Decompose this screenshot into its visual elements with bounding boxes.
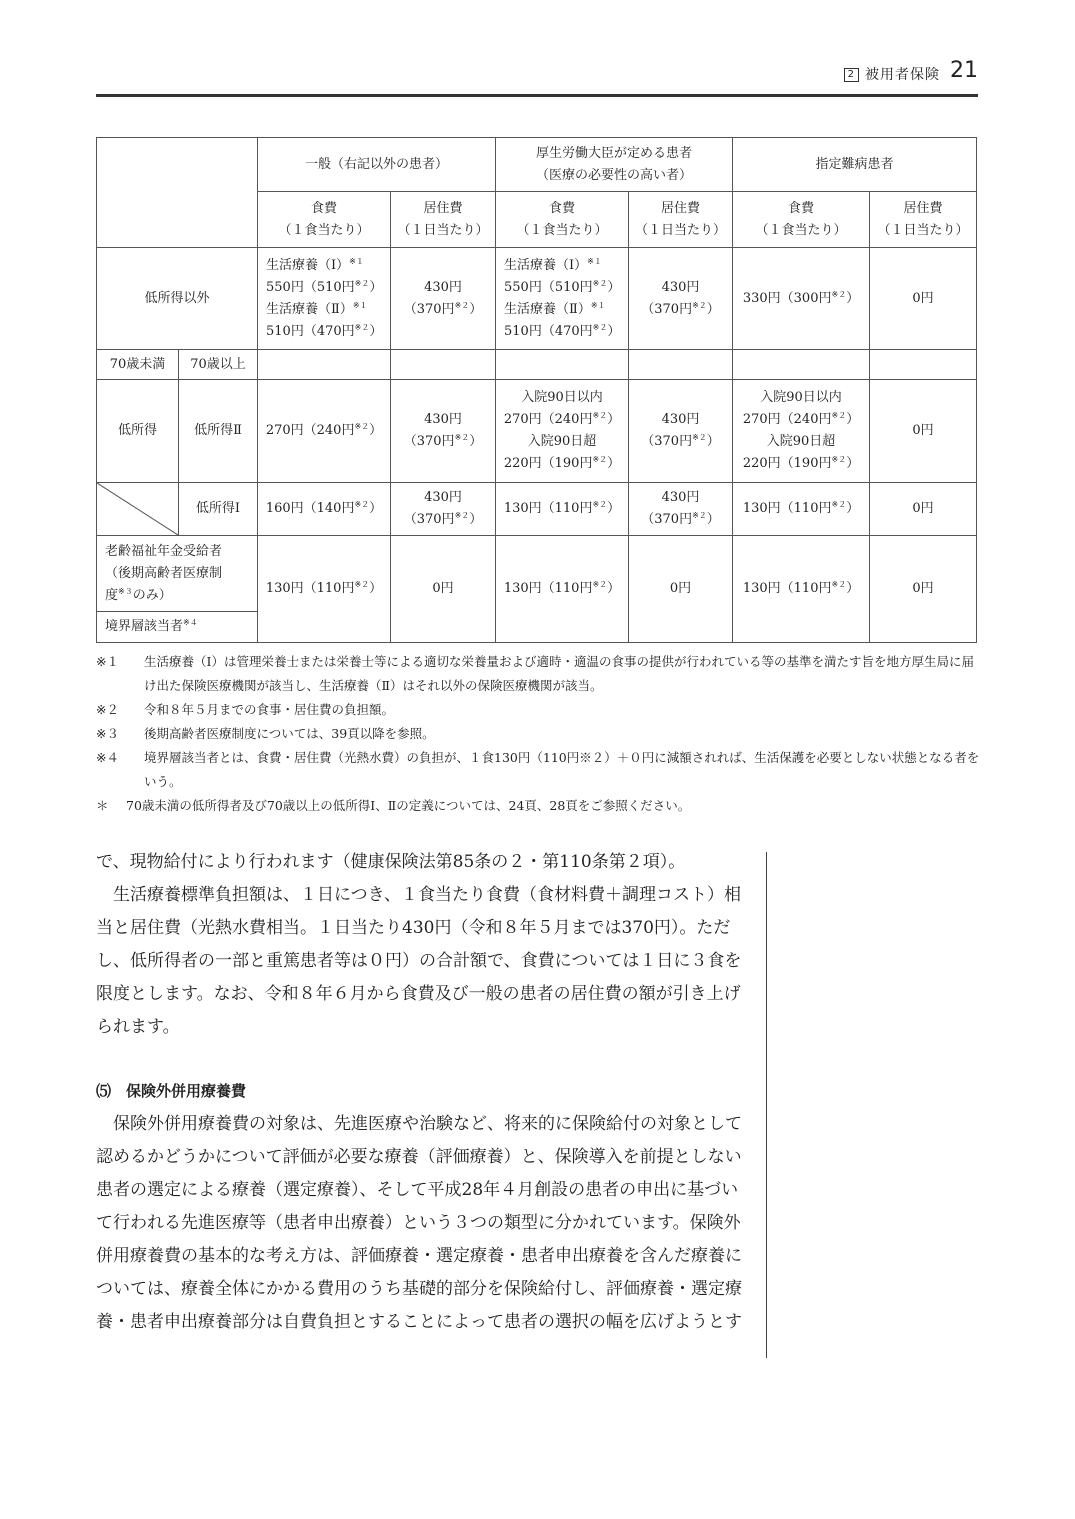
text: 生活療養（Ⅰ） <box>504 257 588 273</box>
text: 510円（470円 <box>266 323 355 339</box>
footnote-asterisk <box>96 794 981 818</box>
text: （370円 <box>403 301 455 317</box>
row-age-header <box>97 350 977 380</box>
text: 130円（110円 <box>503 501 593 516</box>
footnote-mark: ※２ <box>354 278 370 288</box>
footnote-mark: ※２ <box>454 511 470 520</box>
paragraph: で、現物給付により行われます（健康保険法第85条の２・第110条第２項）。 <box>96 852 686 872</box>
row-low-income-2 <box>97 380 977 483</box>
empty-cell <box>258 350 391 380</box>
text: 度 <box>105 587 119 603</box>
row-label: 低所得以外 <box>97 248 258 350</box>
text: 老齢福祉年金受給者 <box>105 543 223 559</box>
living-label: 居住費 <box>423 200 463 216</box>
food-label: 食費 <box>788 200 815 216</box>
cell-general-food <box>258 536 391 643</box>
footnote-mark: ※２ <box>831 289 847 299</box>
footnote-mark: ※２ <box>692 300 707 310</box>
text: （370円 <box>641 434 693 449</box>
footnote-mark: ※１ <box>96 654 119 669</box>
living-label: 居住費 <box>903 200 943 216</box>
footnote-mark: ※１ <box>352 300 368 310</box>
text: ） <box>846 501 860 516</box>
text: 入院90日以内 <box>760 390 842 405</box>
footnote-mark: ※２ <box>454 433 470 442</box>
text: ） <box>706 301 720 317</box>
cell-general-food <box>258 380 391 483</box>
footnote-mark: ※２ <box>354 580 370 589</box>
text: ） <box>846 456 860 471</box>
footnote-mark: ※２ <box>831 455 847 464</box>
text: ） <box>706 512 720 527</box>
row-low-income-1 <box>97 483 977 536</box>
text: ） <box>846 290 860 306</box>
header-general: 一般（右記以外の患者） <box>258 138 496 192</box>
footnote-2 <box>96 698 981 722</box>
text: 130円（110円 <box>742 501 832 516</box>
cell-intractable-living: 0円 <box>870 483 977 536</box>
text: 430円 <box>424 412 462 427</box>
text: 生活療養（Ⅰ） <box>266 257 350 273</box>
cell-general-food <box>258 483 391 536</box>
text: 550円（510円 <box>504 279 593 295</box>
footnote-mark: ※４ <box>183 618 198 627</box>
paragraph: 保険外併用療養費の対象は、先進医療や治験など、将来的に保険給付の対象として認めるかどうかについて評価が必要な療養（評価療養）と、保険導入を前提としない患者の選定による療養（選定療養）、そして平成28年４月創設の患者の申出に基づいて行われる先進医療等（患者申出療養）という３つの類型に分かれています。保険外併用療養費の基本的な考え方は、評価療養・選定療養・患者申出療養を含んだ療養については、療養全体にかかる費用のうち基礎的部分を保険給付し、評価療養・選定療養・患者申出療養部分は自費負担とすることによって患者の選択の幅を広げようとす <box>96 1114 742 1332</box>
empty-cell <box>629 350 733 380</box>
cell-intractable-food <box>733 248 870 350</box>
footnote-mark: ※２ <box>831 500 847 509</box>
text: 130円（110円 <box>265 581 355 596</box>
header-mhlw-l2: （医療の必要性の高い者） <box>536 167 693 183</box>
text: ） <box>369 323 383 339</box>
page-number: 21 <box>950 58 978 83</box>
section-heading: ⑸ 保険外併用療養費 <box>96 1082 247 1100</box>
text: 430円 <box>424 490 462 505</box>
text: ） <box>706 434 720 449</box>
cell-intractable-food <box>733 483 870 536</box>
text: ） <box>369 581 383 596</box>
living-unit: （１日当たり） <box>635 222 727 238</box>
text: ） <box>607 456 621 471</box>
label-border-layer <box>97 612 258 643</box>
cell-general-living <box>391 380 496 483</box>
text: 220円（190円 <box>742 456 832 471</box>
footnote-mark: ※４ <box>96 750 119 765</box>
cell-intractable-food <box>733 536 870 643</box>
footnote-mark: ※２ <box>592 278 608 288</box>
cell-intractable-living: 0円 <box>870 536 977 643</box>
footnote-mark: ※２ <box>692 511 707 520</box>
cell-mhlw-food <box>496 536 629 643</box>
footnote-text: 境界層該当者とは、食費・居住費（光熱水費）の負担が、１食130円（110円※２）＋０円に減額されれば、生活保護を必要としない状態となる者をいう。 <box>144 750 980 789</box>
text: 境界層該当者 <box>105 619 184 634</box>
footnote-mark: ※１ <box>349 256 364 266</box>
text: ） <box>369 279 383 295</box>
body-text <box>96 846 746 1339</box>
cell-mhlw-living <box>629 380 733 483</box>
footnote-mark: ※２ <box>354 322 370 332</box>
footnote-text: 後期高齢者医療制度については、39頁以降を参照。 <box>144 726 435 741</box>
text: ） <box>369 423 383 438</box>
header-living <box>629 192 733 248</box>
empty-cell <box>496 350 629 380</box>
cell-mhlw-food <box>496 380 629 483</box>
empty-cell <box>733 350 870 380</box>
cell-general-living <box>391 248 496 350</box>
food-label: 食費 <box>549 200 576 216</box>
text: 330円（300円 <box>742 290 832 306</box>
food-unit: （１食当たり） <box>278 222 370 238</box>
text: 入院90日超 <box>527 434 597 449</box>
header-mhlw <box>496 138 733 192</box>
footnote-4 <box>96 746 981 794</box>
food-unit: （１食当たり） <box>516 222 608 238</box>
section-title-text: 被用者保険 <box>865 67 940 83</box>
cell-mhlw-living: 0円 <box>629 536 733 643</box>
footnote-mark: ※２ <box>454 300 470 310</box>
text: 入院90日超 <box>766 434 836 449</box>
footnote-mark: ※２ <box>96 702 119 717</box>
footnote-mark: ※２ <box>592 580 608 589</box>
cell-general-food <box>258 248 391 350</box>
footnote-text: 令和８年５月までの食事・居住費の負担額。 <box>144 702 395 717</box>
text: 160円（140円 <box>265 501 355 516</box>
cell-general-living <box>391 483 496 536</box>
footnote-text: 70歳未満の低所得者及び70歳以上の低所得Ⅰ、Ⅱの定義については、24頁、28頁をご参照ください。 <box>126 798 691 813</box>
cell-intractable-living: 0円 <box>870 380 977 483</box>
text: ） <box>846 412 860 427</box>
text: 270円（240円 <box>265 423 355 438</box>
text: 510円（470円 <box>504 323 593 339</box>
text: 270円（240円 <box>503 412 593 427</box>
footnote-1 <box>96 650 981 698</box>
text: ） <box>607 501 621 516</box>
footnote-mark: ※２ <box>592 500 608 509</box>
cell-mhlw-living <box>629 248 733 350</box>
age-under-70: 70歳未満 <box>97 350 179 380</box>
paragraph: 生活療養標準負担額は、１日につき、１食当たり食費（食材料費＋調理コスト）相当と居住費（光熱水費相当。１日当たり430円（令和８年５月までは370円）。ただし、低所得者の一部と重篤患者等は０円）の合計額で、食費については１日に３食を限度とします。なお、令和８年６月から食費及び一般の患者の居住費の額が引き上げられます。 <box>96 885 742 1037</box>
column-rule <box>766 852 767 1358</box>
text: （370円 <box>403 512 455 527</box>
footnote-mark: ＊ <box>96 798 109 813</box>
footnote-mark: ※３ <box>118 586 133 596</box>
footnote-mark: ※２ <box>354 422 370 431</box>
footnote-mark: ※２ <box>592 411 608 420</box>
text: （370円 <box>403 434 455 449</box>
text: 130円（110円 <box>742 581 832 596</box>
cell-general-living: 0円 <box>391 536 496 643</box>
section-number: 2 <box>844 68 859 82</box>
header-food <box>733 192 870 248</box>
cost-table <box>96 137 977 643</box>
label-low-income-1: 低所得Ⅰ <box>179 483 258 536</box>
label-welfare-pension <box>97 536 258 612</box>
header-intractable: 指定難病患者 <box>733 138 977 192</box>
footnote-mark: ※２ <box>831 411 847 420</box>
text: ） <box>607 412 621 427</box>
footnote-mark: ※１ <box>590 300 606 310</box>
cell-mhlw-living <box>629 483 733 536</box>
text: 入院90日以内 <box>521 390 603 405</box>
text: ） <box>607 581 621 596</box>
footnote-mark: ※２ <box>831 580 847 589</box>
header-food <box>258 192 391 248</box>
living-unit: （１日当たり） <box>397 222 489 238</box>
text: （後期高齢者医療制 <box>105 565 223 581</box>
header-mhlw-l1: 厚生労働大臣が定める患者 <box>536 145 693 161</box>
corner-cell <box>97 138 258 248</box>
footnote-mark: ※２ <box>592 455 608 464</box>
table-header-row-1 <box>97 138 977 192</box>
footnote-mark: ※２ <box>354 500 370 509</box>
header-food <box>496 192 629 248</box>
text: ） <box>469 512 483 527</box>
text: 430円 <box>424 279 462 295</box>
label-low-income-2: 低所得Ⅱ <box>179 380 258 483</box>
text: 生活療養（Ⅱ） <box>504 301 591 317</box>
text: のみ） <box>132 587 172 603</box>
empty-cell <box>391 350 496 380</box>
footnote-mark: ※３ <box>96 726 119 741</box>
living-unit: （１日当たり） <box>877 222 969 238</box>
text: ） <box>607 279 621 295</box>
row-welfare-pension <box>97 536 977 612</box>
diagonal-line <box>97 483 178 535</box>
text: ） <box>469 301 483 317</box>
footnote-3 <box>96 722 981 746</box>
page-header <box>96 58 978 97</box>
text: 430円 <box>661 279 700 295</box>
text: 430円 <box>661 412 700 427</box>
section-title <box>844 64 940 84</box>
footnote-text: 生活療養（Ⅰ）は管理栄養士または栄養士等による適切な栄養量および適時・適温の食事の提供が行われている等の基準を満たす旨を地方厚生局に届け出た保険医療機関が該当し、生活療養（Ⅱ）はそれ以外の保険医療機関が該当。 <box>144 654 974 693</box>
food-label: 食費 <box>310 200 337 216</box>
cell-intractable-food <box>733 380 870 483</box>
header-living <box>391 192 496 248</box>
cell-mhlw-food <box>496 248 629 350</box>
food-unit: （１食当たり） <box>755 222 847 238</box>
cell-mhlw-food <box>496 483 629 536</box>
text: 220円（190円 <box>503 456 593 471</box>
text: 270円（240円 <box>742 412 832 427</box>
text: 生活療養（Ⅱ） <box>266 301 353 317</box>
text: 130円（110円 <box>503 581 593 596</box>
text: （370円 <box>641 512 693 527</box>
footnote-mark: ※１ <box>587 256 602 266</box>
living-label: 居住費 <box>661 200 701 216</box>
footnote-mark: ※２ <box>592 322 608 332</box>
cell-intractable-living: 0円 <box>870 248 977 350</box>
text: ） <box>846 581 860 596</box>
text: （370円 <box>641 301 693 317</box>
label-low-income: 低所得 <box>97 380 179 483</box>
header-living <box>870 192 977 248</box>
text: ） <box>469 434 483 449</box>
age-over-70: 70歳以上 <box>179 350 258 380</box>
footnote-mark: ※２ <box>692 433 707 442</box>
diagonal-cell <box>97 483 179 536</box>
text: ） <box>607 323 621 339</box>
row-non-low-income <box>97 248 977 350</box>
empty-cell <box>870 350 977 380</box>
text: ） <box>369 501 383 516</box>
text: 430円 <box>661 490 700 505</box>
text: 550円（510円 <box>266 279 355 295</box>
footnotes <box>96 650 981 818</box>
